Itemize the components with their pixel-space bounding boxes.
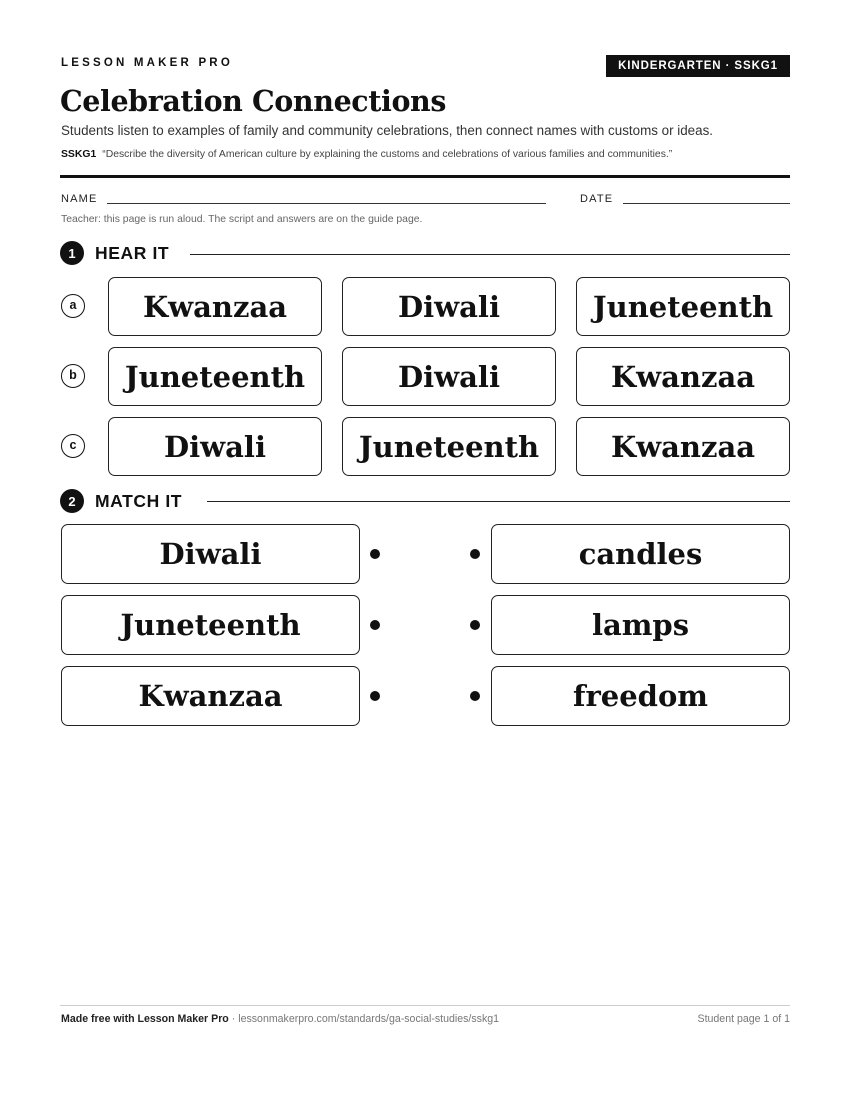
- match-left-dot[interactable]: [370, 549, 380, 559]
- name-label: NAME: [61, 193, 98, 205]
- hear-word-card[interactable]: Kwanzaa: [576, 347, 790, 406]
- section-rule: [190, 254, 790, 255]
- hear-word-card[interactable]: Juneteenth: [576, 277, 790, 336]
- footer-url[interactable]: · lessonmakerpro.com/standards/ga-social-studies/sskg1: [228, 1013, 500, 1025]
- hear-word-card[interactable]: Kwanzaa: [108, 277, 322, 336]
- match-right-dot[interactable]: [470, 691, 480, 701]
- hear-it-heading: [60, 241, 169, 265]
- hear-word-card[interactable]: Kwanzaa: [576, 417, 790, 476]
- footer-divider: [60, 1005, 790, 1006]
- brand-name: LESSON MAKER PRO: [61, 57, 233, 69]
- match-right-dot[interactable]: [470, 620, 480, 630]
- footer-page-number: Student page 1 of 1: [697, 1013, 790, 1025]
- section-title: HEAR IT: [95, 242, 170, 263]
- match-right-dot[interactable]: [470, 549, 480, 559]
- page-subtitle: Students listen to examples of family and community celebrations, then connect names with customs or ideas.: [61, 123, 713, 138]
- hear-word-card[interactable]: Diwali: [342, 347, 556, 406]
- standard-line: [61, 149, 672, 160]
- section-number-badge: 2: [60, 489, 84, 513]
- grade-standard-badge: KINDERGARTEN · SSKG1: [606, 55, 790, 77]
- teacher-note: Teacher: this page is run aloud. The script and answers are on the guide page.: [61, 214, 423, 225]
- row-letter-b: b: [61, 364, 85, 388]
- name-field[interactable]: [107, 203, 546, 204]
- section-title: MATCH IT: [95, 490, 183, 511]
- match-left-dot[interactable]: [370, 620, 380, 630]
- match-left-dot[interactable]: [370, 691, 380, 701]
- match-right-card[interactable]: freedom: [491, 666, 790, 726]
- header-divider: [60, 175, 790, 178]
- hear-word-card[interactable]: Diwali: [342, 277, 556, 336]
- date-label: DATE: [580, 193, 614, 205]
- hear-word-card[interactable]: Juneteenth: [108, 347, 322, 406]
- hear-word-card[interactable]: Juneteenth: [342, 417, 556, 476]
- footer-made-with: Made free with Lesson Maker Pro: [61, 1013, 229, 1025]
- match-right-card[interactable]: candles: [491, 524, 790, 584]
- page-title: Celebration Connections: [60, 84, 447, 118]
- date-field[interactable]: [623, 203, 790, 204]
- match-left-card[interactable]: Kwanzaa: [61, 666, 360, 726]
- footer-credit: [61, 1013, 499, 1025]
- match-left-card[interactable]: Juneteenth: [61, 595, 360, 655]
- row-letter-a: a: [61, 294, 85, 318]
- match-left-card[interactable]: Diwali: [61, 524, 360, 584]
- standard-description: “Describe the diversity of American culture by explaining the customs and celebrations of various families and communities.”: [102, 149, 673, 160]
- match-right-card[interactable]: lamps: [491, 595, 790, 655]
- match-it-heading: [60, 489, 182, 513]
- section-rule: [207, 501, 790, 502]
- standard-code: SSKG1: [61, 149, 97, 160]
- section-number-badge: 1: [60, 241, 84, 265]
- row-letter-c: c: [61, 434, 85, 458]
- hear-word-card[interactable]: Diwali: [108, 417, 322, 476]
